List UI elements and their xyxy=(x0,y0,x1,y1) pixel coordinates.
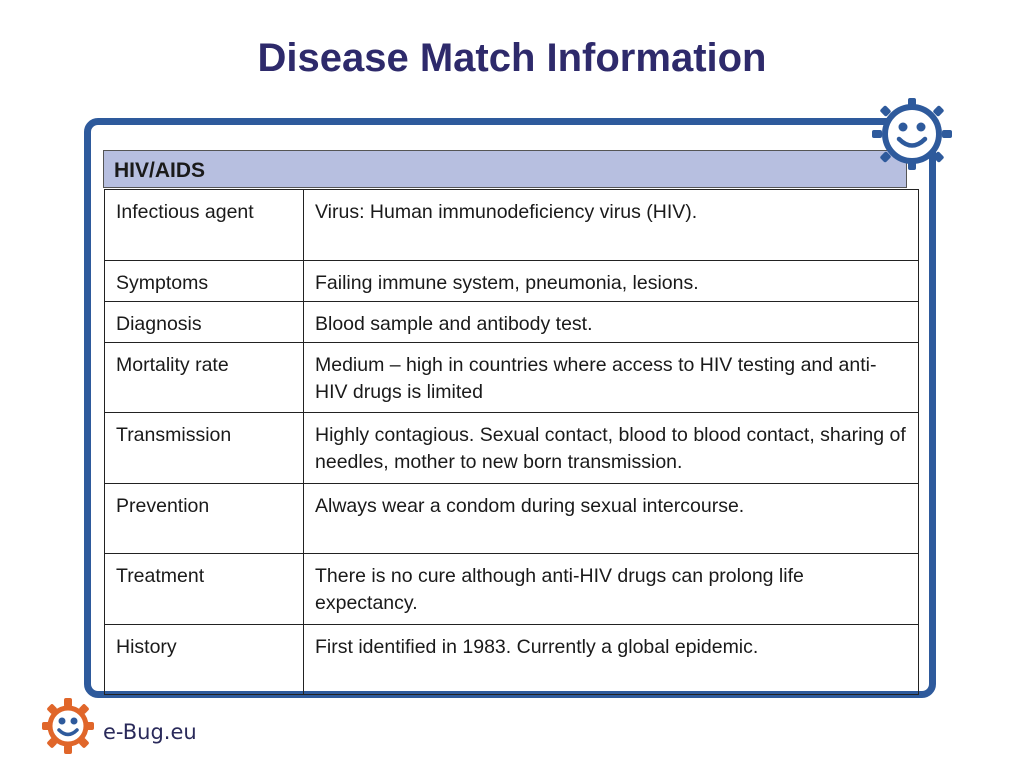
ebug-virus-logo-icon xyxy=(40,696,96,756)
row-label: Transmission xyxy=(105,413,304,484)
table-row xyxy=(105,484,919,554)
table-row xyxy=(105,625,919,695)
table-header xyxy=(103,150,907,188)
row-label: Infectious agent xyxy=(105,190,304,261)
info-table xyxy=(104,189,919,695)
table-row xyxy=(105,343,919,413)
table-row xyxy=(105,302,919,343)
ebug-microbe-logo-icon xyxy=(872,98,952,170)
row-value: There is no cure although anti-HIV drugs can prolong life expectancy. xyxy=(304,554,919,625)
row-value: First identified in 1983. Currently a global epidemic. xyxy=(304,625,919,695)
row-label: Mortality rate xyxy=(105,343,304,413)
page-title: Disease Match Information xyxy=(257,36,767,80)
table-row xyxy=(105,261,919,302)
row-label: Treatment xyxy=(105,554,304,625)
row-value: Blood sample and antibody test. xyxy=(304,302,919,343)
table-row xyxy=(105,413,919,484)
table-header-label: HIV/AIDS xyxy=(114,159,206,182)
row-label: Diagnosis xyxy=(105,302,304,343)
row-label: Prevention xyxy=(105,484,304,554)
row-value: Highly contagious. Sexual contact, blood to blood contact, sharing of needles, mother to new born transmission. xyxy=(304,413,919,484)
table-row xyxy=(105,190,919,261)
row-value: Virus: Human immunodeficiency virus (HIV). xyxy=(304,190,919,261)
row-label: History xyxy=(105,625,304,695)
brand-name: e-Bug.eu xyxy=(103,720,197,744)
row-label: Symptoms xyxy=(105,261,304,302)
row-value: Failing immune system, pneumonia, lesions. xyxy=(304,261,919,302)
row-value: Always wear a condom during sexual intercourse. xyxy=(304,484,919,554)
table-row xyxy=(105,554,919,625)
row-value: Medium – high in countries where access to HIV testing and anti-HIV drugs is limited xyxy=(304,343,919,413)
